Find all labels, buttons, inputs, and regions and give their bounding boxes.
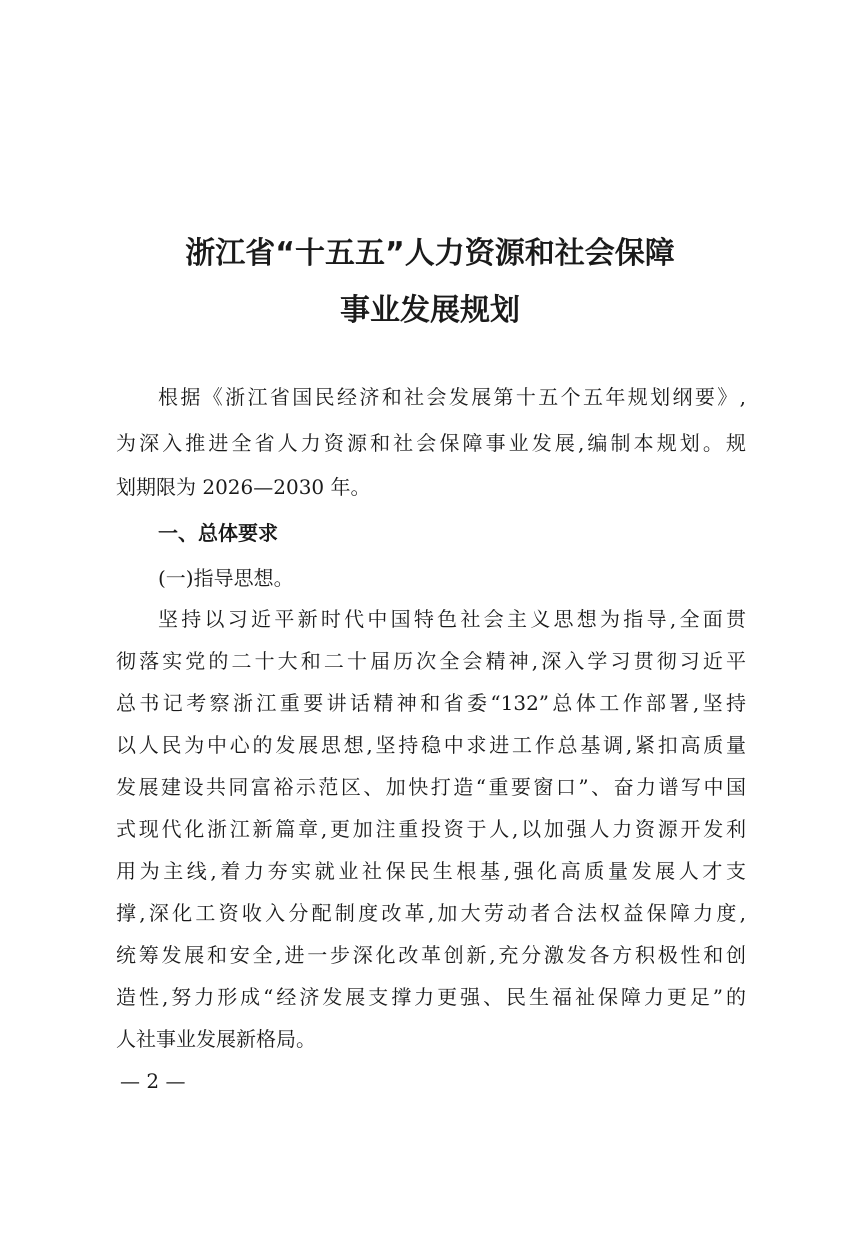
page-number: — 2 — [120, 1069, 186, 1093]
body-paragraph-line-8: 撑,深化工资收入分配制度改革,加大劳动者合法权益保障力度, [116, 901, 746, 925]
document-title-line-2: 事业发展规划 [340, 293, 520, 328]
document-title-line-1: 浙江省“十五五”人力资源和社会保障 [185, 236, 675, 271]
intro-paragraph-line-2: 为深入推进全省人力资源和社会保障事业发展,编制本规划。规 [116, 431, 746, 455]
body-paragraph-line-9: 统筹发展和安全,进一步深化改革创新,充分激发各方积极性和创 [116, 943, 746, 967]
intro-paragraph-line-1: 根据《浙江省国民经济和社会发展第十五个五年规划纲要》, [158, 385, 746, 409]
body-paragraph-line-1: 坚持以习近平新时代中国特色社会主义思想为指导,全面贯 [158, 607, 746, 631]
body-paragraph-line-3: 总书记考察浙江重要讲话精神和省委“132”总体工作部署,坚持 [116, 691, 746, 715]
section-heading: 一、总体要求 [158, 521, 278, 545]
body-paragraph-line-7: 用为主线,着力夯实就业社保民生根基,强化高质量发展人才支 [116, 859, 746, 883]
intro-paragraph-line-3: 划期限为 2026—2030 年。 [116, 475, 371, 499]
body-paragraph-line-6: 式现代化浙江新篇章,更加注重投资于人,以加强人力资源开发利 [116, 817, 746, 841]
subsection-heading: (一)指导思想。 [158, 566, 294, 590]
body-paragraph-line-10: 造性,努力形成“经济发展支撑力更强、民生福祉保障力更足”的 [116, 985, 746, 1009]
body-paragraph-line-11: 人社事业发展新格局。 [116, 1027, 316, 1051]
body-paragraph-line-2: 彻落实党的二十大和二十届历次全会精神,深入学习贯彻习近平 [116, 649, 746, 673]
body-paragraph-line-4: 以人民为中心的发展思想,坚持稳中求进工作总基调,紧扣高质量 [116, 733, 746, 757]
body-paragraph-line-5: 发展建设共同富裕示范区、加快打造“重要窗口”、奋力谱写中国 [116, 775, 746, 799]
